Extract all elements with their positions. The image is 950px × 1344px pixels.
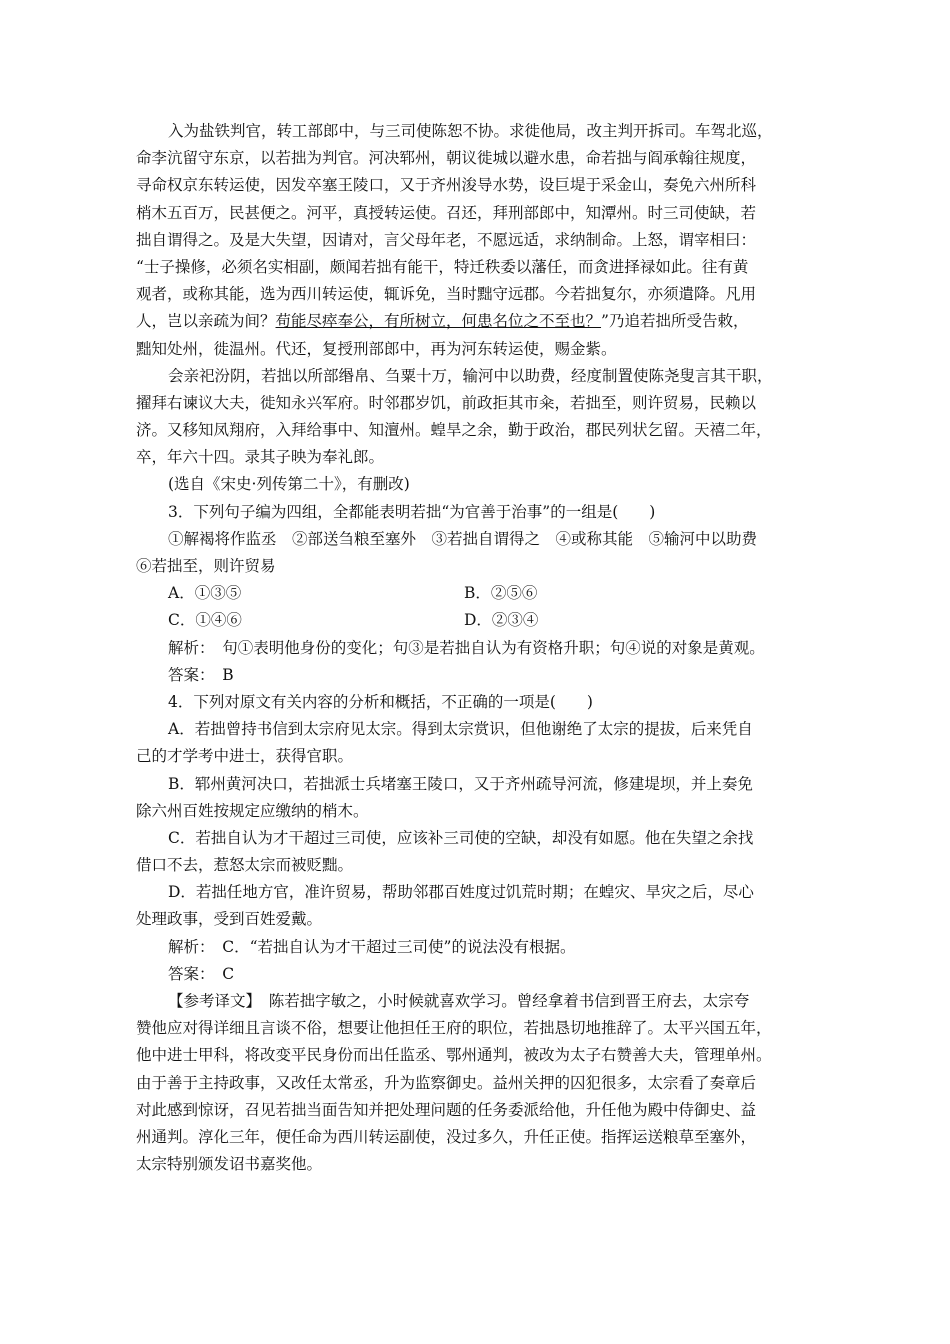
- question-4-option-a: 己的才学考中进士，获得官职。: [136, 747, 354, 766]
- passage-line: 卒，年六十四。录其子映为奉礼郎。: [136, 448, 385, 467]
- passage-line: 济。又移知凤翔府，入拜给事中、知澶州。蝗旱之余，勤于政治，郡民列状乞留。天禧二年，: [136, 421, 772, 440]
- option-d: D．②③④: [464, 611, 539, 630]
- question-3-items: ①解褐将作监丞 ②部送刍粮至塞外 ③若拙自谓得之 ④或称其能 ⑤输河中以助费: [168, 529, 758, 548]
- question-4-option-d: D．若拙任地方官，准许贸易，帮助邻郡百姓度过饥荒时期；在蝗灾、旱灾之后，尽心: [168, 883, 754, 902]
- translation-line: 由于善于主持政事，又改任太常丞，升为监察御史。益州关押的囚犯很多，太宗看了奏章后: [136, 1073, 757, 1092]
- question-4-option-c: 借口不去，惹怒太宗而被贬黜。: [136, 856, 354, 875]
- passage-line: 黜知处州，徙温州。代还，复授刑部郎中，再为河东转运使，赐金紫。: [136, 339, 617, 358]
- translation-line: 【参考译文】 陈若拙字敏之，小时候就喜欢学习。曾经拿着书信到晋王府去，太宗夸: [168, 992, 750, 1010]
- question-4-option-d: 处理政事，受到百姓爱戴。: [136, 910, 323, 929]
- question-4-analysis: 解析： C．“若拙自认为才干超过三司使”的说法没有根据。: [168, 937, 576, 956]
- passage-line: 拙自谓得之。及是大失望，因请对，言父母年老，不愿远适，求纳制命。上怒，谓宰相曰：: [136, 230, 757, 249]
- translation-line: 太宗特别颁发诏书嘉奖他。: [136, 1155, 323, 1174]
- passage-text: 人，岂以亲疏为间？: [136, 312, 276, 331]
- question-3-answer: 答案： B: [168, 665, 234, 684]
- passage-line-underlined: [136, 308, 822, 335]
- question-3-analysis: 解析： 句①表明他身份的变化；句③是若拙自认为有资格升职；句④说的对象是黄观。: [168, 638, 765, 657]
- underlined-sentence: 苟能尽瘁奉公，有所树立，何患名位之不至也？: [275, 312, 602, 331]
- option-a: A．①③⑤: [168, 584, 242, 603]
- passage-line: 梢木五百万，民甚便之。河平，真授转运使。召还，拜刑部郎中，知潭州。时三司使缺，若: [136, 203, 757, 222]
- translation-line: 他中进士甲科，将改变平民身份而出任监丞、鄂州通判，被改为太子右赞善大夫，管理单州。: [136, 1046, 772, 1065]
- option-b: B．②⑤⑥: [464, 584, 538, 603]
- translation-line: 州通判。淳化三年，便任命为西川转运副使，没过多久，升任正使。指挥运送粮草至塞外，: [136, 1127, 757, 1146]
- question-3-items: ⑥若拙至，则许贸易: [136, 557, 276, 575]
- question-4-stem: 4．下列对原文有关内容的分析和概括，不正确的一项是( ): [168, 692, 593, 711]
- passage-line: 入为盐铁判官，转工部郎中，与三司使陈恕不协。求徙他局，改主判开拆司。车驾北巡，: [168, 122, 773, 140]
- passage-line: 会亲祀汾阴，若拙以所部缗帛、刍粟十万，输河中以助费，经度制置使陈尧叟言其干职，: [168, 366, 773, 385]
- question-4-option-a: A．若拙曾持书信到太宗府见太宗。得到太宗赏识，但他谢绝了太宗的提拔，后来凭自: [168, 720, 753, 739]
- document-content: [136, 118, 822, 1178]
- question-4-option-b: 除六州百姓按规定应缴纳的梢木。: [136, 801, 369, 820]
- passage-line: 寻命权京东转运使，因发卒塞王陵口，又于齐州浚导水势，设巨堤于采金山，奏免六州所科: [136, 176, 757, 195]
- passage-line: “士子操修，必须名实相副，颇闻若拙有能干，特迁秩委以藩任，而贪进择禄如此。往有黄: [136, 257, 749, 276]
- passage-line: 擢拜右谏议大夫，徙知永兴军府。时邻郡岁饥，前政拒其市籴，若拙至，则许贸易，民赖以: [136, 393, 757, 412]
- question-3-options-row: [136, 580, 822, 607]
- source-note: (选自《宋史·列传第二十》，有删改): [168, 475, 410, 494]
- option-c: C．①④⑥: [168, 611, 242, 630]
- question-4-answer: 答案： C: [168, 964, 235, 983]
- question-3-options-row: [136, 607, 822, 634]
- question-4-option-c: C．若拙自认为才干超过三司使，应该补三司使的空缺，却没有如愿。他在失望之余找: [168, 828, 754, 847]
- passage-line: 命李沆留守东京，以若拙为判官。河决郓州，朝议徙城以避水患，命若拙与阎承翰往规度，: [136, 149, 757, 168]
- passage-text: ”乃追若拙所受告敕，: [601, 312, 749, 331]
- translation-line: 赞他应对得详细且言谈不俗，想要让他担任王府的职位，若拙恳切地推辞了。太平兴国五年，: [136, 1019, 772, 1038]
- translation-line: 对此感到惊讶，召见若拙当面告知并把处理问题的任务委派给他，升任他为殿中侍御史、益: [136, 1100, 757, 1119]
- question-4-option-b: B．郓州黄河决口，若拙派士兵堵塞王陵口，又于齐州疏导河流，修建堤坝，并上奏免: [168, 774, 753, 793]
- passage-line: 观者，或称其能，选为西川转运使，辄诉免，当时黜守远郡。今若拙复尔，亦须遣降。凡用: [136, 285, 757, 304]
- question-3-stem: 3．下列句子编为四组，全都能表明若拙“为官善于治事”的一组是( ): [168, 502, 656, 521]
